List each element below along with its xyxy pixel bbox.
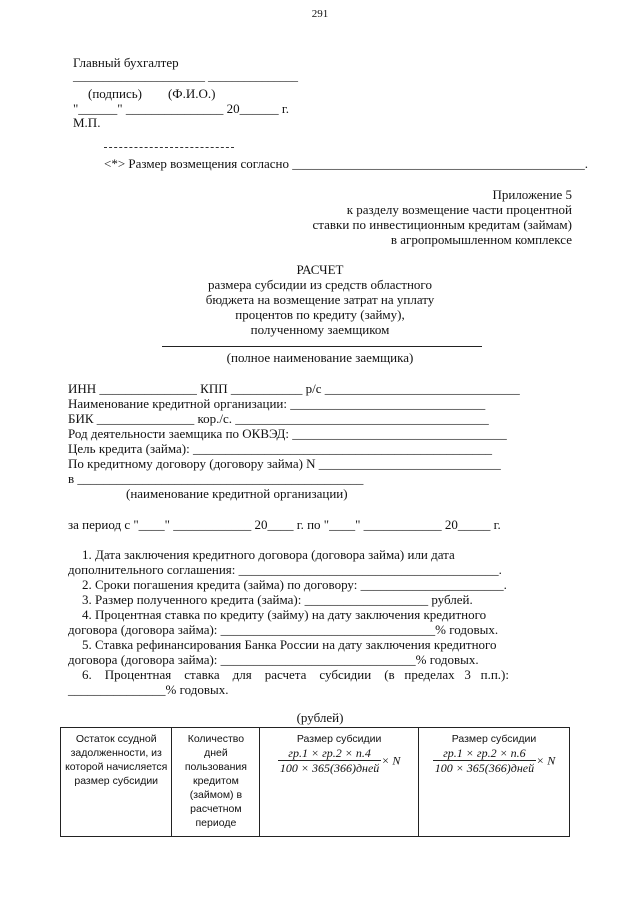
col-days-count: Количество дней пользования кредитом (займом) в расчетном периоде <box>172 728 260 837</box>
formula-p6 <box>433 746 536 775</box>
table-unit-label: (рублей) <box>296 710 344 725</box>
title-line-2: бюджета на возмещение затрат на уплату <box>205 292 435 307</box>
bik-field: БИК _______________ кор./с. _______________________________________ <box>68 411 489 426</box>
col-subsidy-p4-title: Размер субсидии <box>296 733 382 745</box>
appendix-line-1: Приложение 5 <box>492 187 572 202</box>
col-subsidy-p6-title: Размер субсидии <box>451 733 537 745</box>
signature-date: "______" _______________ 20______ г. <box>73 101 289 116</box>
chief-accountant-label: Главный бухгалтер <box>73 55 179 70</box>
item-6-line-a: 6. Процентная ставка для расчета субсидии (в пределах 3 п.п.): <box>82 667 509 682</box>
credit-purpose-field: Цель кредита (займа): ______________________________________________ <box>68 441 492 456</box>
stamp-label: М.П. <box>73 115 101 130</box>
item-5-line-a: 5. Ставка рефинансирования Банка России на дату заключения кредитного <box>82 637 497 652</box>
appendix-line-3: ставки по инвестиционным кредитам (займам) <box>312 217 572 232</box>
period-field: за период с "____" ____________ 20____ г. по "____" ____________ 20_____ г. <box>68 517 501 532</box>
title-line-1: размера субсидии из средств областного <box>208 277 432 292</box>
appendix-line-2: к разделу возмещение части процентной <box>346 202 572 217</box>
formula-p4 <box>278 746 381 775</box>
page-number: 291 <box>311 8 329 20</box>
table-header-row <box>61 728 570 837</box>
formula-p4-numerator: гр.1 × гр.2 × п.4 <box>278 746 381 761</box>
bank-caption: (наименование кредитной организации) <box>126 486 348 501</box>
col-loan-balance: Остаток ссудной задолженности, из которой начисляется размер субсидии <box>61 728 172 837</box>
item-3: 3. Размер полученного кредита (займа): ___________________ рублей. <box>82 592 473 607</box>
okved-field: Род деятельности заемщика по ОКВЭД: _________________________________ <box>68 426 507 441</box>
borrower-name-line <box>162 346 482 347</box>
contract-number-field: По кредитному договору (договору займа) N ____________________________ <box>68 456 501 471</box>
signature-sub-labels: (подпись) (Ф.И.О.) <box>88 86 216 101</box>
formula-p6-denominator: 100 × 365(366)дней <box>434 761 535 775</box>
item-2: 2. Сроки погашения кредита (займа) по договору: ______________________. <box>82 577 507 592</box>
formula-p4-times-n: × N <box>381 753 401 768</box>
item-6-line-b: _______________% годовых. <box>68 682 229 697</box>
item-4-line-b: договора (договора займа): _________________________________% годовых. <box>68 622 499 637</box>
formula-p6-times-n: × N <box>536 753 556 768</box>
footnote-separator <box>104 147 234 148</box>
item-5-line-b: договора (договора займа): ______________________________% годовых. <box>68 652 479 667</box>
item-1-line-a: 1. Дата заключения кредитного договора (договора займа) или дата <box>82 547 455 562</box>
credit-org-field: Наименование кредитной организации: ______________________________ <box>68 396 486 411</box>
inn-kpp-account-field: ИНН _______________ КПП ___________ р/с ______________________________ <box>68 381 520 396</box>
bank-field: в ____________________________________________ <box>68 471 364 486</box>
subsidy-table <box>60 727 570 837</box>
item-4-line-a: 4. Процентная ставка по кредиту (займу) на дату заключения кредитного <box>82 607 487 622</box>
title-line-3: процентов по кредиту (займу), <box>235 307 405 322</box>
signature-line: ______________________ _______________ <box>73 69 298 83</box>
appendix-line-4: в агропромышленном комплексе <box>390 232 572 247</box>
formula-p6-numerator: гр.1 × гр.2 × п.6 <box>433 746 536 761</box>
col-subsidy-p6 <box>418 728 569 837</box>
footnote-text: <*> Размер возмещения согласно _____________________________________________. <box>104 156 588 171</box>
item-1-line-b: дополнительного соглашения: ________________________________________. <box>68 562 502 577</box>
col-subsidy-p4 <box>260 728 419 837</box>
formula-p4-denominator: 100 × 365(366)дней <box>279 761 380 775</box>
borrower-name-caption: (полное наименование заемщика) <box>226 350 414 365</box>
document-title: РАСЧЕТ <box>296 262 344 277</box>
title-line-4: полученному заемщиком <box>250 322 390 337</box>
